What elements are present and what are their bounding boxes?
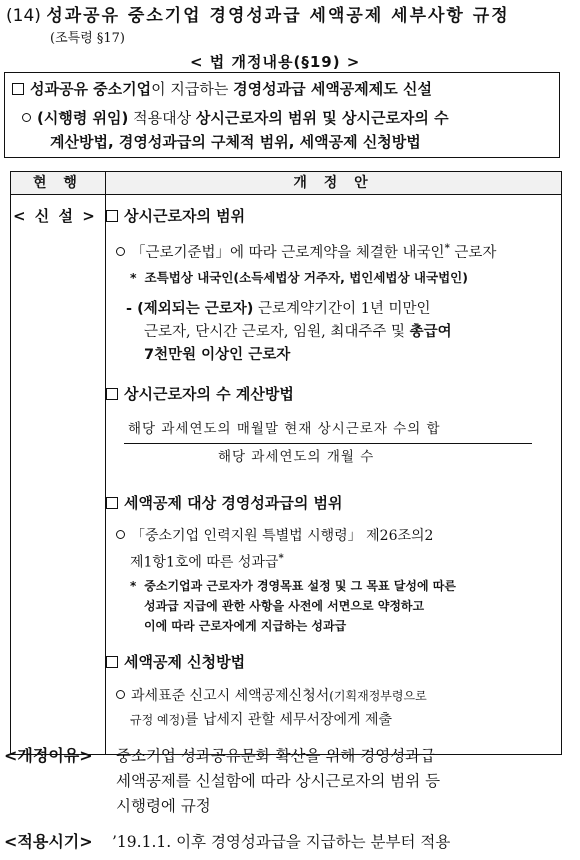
s1-exclusion-text: 근로계약기간이 1년 미만인 <box>253 301 431 317</box>
column-header-revised: 개 정 안 <box>106 172 562 195</box>
s4-item-note: (기획재정부령으로 <box>329 689 427 703</box>
s1-item-text: 「근로기준법」에 따라 근로계약을 체결한 내국인 <box>131 244 445 261</box>
s2-denominator: 해당 과세연도의 개월 수 <box>218 449 375 465</box>
asterisk-mark: * <box>278 553 284 564</box>
revision-object: 경영성과급 세액공제제도 신설 <box>233 80 432 98</box>
current-cell <box>11 195 106 755</box>
section-title: 성과공유 중소기업 경영성과급 세액공제 세부사항 규정 <box>46 6 510 26</box>
delegation-connector: 적용대상 <box>128 109 196 127</box>
checkbox-icon <box>12 83 24 95</box>
s3-item-text: 「중소기업 인력지원 특별법 시행령」 제26조의2 <box>131 528 434 544</box>
s4-item-line-2 <box>130 709 392 731</box>
circle-bullet-icon <box>22 113 31 122</box>
delegation-line-2: 계산방법, 경영성과급의 구체적 범위, 세액공제 신청방법 <box>50 133 421 151</box>
reason-line-2: 세액공제를 신설함에 따라 상시근로자의 범위 등 <box>116 772 441 790</box>
s1-note <box>130 268 468 288</box>
circle-bullet-icon <box>116 247 125 256</box>
reason-line-1: 중소기업 성과공유문화 확산을 위해 경영성과급 <box>116 747 436 765</box>
comparison-table <box>10 171 562 755</box>
s1-exclusion-line-1 <box>126 298 431 320</box>
s2-title <box>106 383 294 405</box>
s1-exclusion-list: 근로자, 단시간 근로자, 임원, 최대주주 및 <box>144 324 410 340</box>
s4-item-text-2: 를 납세지 관할 세무서장에게 제출 <box>184 712 393 728</box>
s1-title-text: 상시근로자의 범위 <box>124 207 246 225</box>
section-reference: (조특령 §17) <box>50 31 125 46</box>
s1-title <box>106 205 245 227</box>
section-number: (14) <box>6 6 41 26</box>
s1-exclusion-emphasis: 총급여 <box>409 324 452 340</box>
circle-bullet-icon <box>116 690 125 699</box>
s1-exclusion-label: - (제외되는 근로자) <box>126 301 254 317</box>
revision-header: < 법 개정내용(§19) > <box>190 53 361 71</box>
asterisk-mark: * <box>444 243 450 254</box>
revision-connector: 이 지급하는 <box>151 80 234 98</box>
s1-exclusion-line-3: 7천만원 이상인 근로자 <box>144 347 291 363</box>
column-header-current: 현 행 <box>11 172 106 195</box>
s3-item-line-2 <box>130 548 284 574</box>
s1-exclusion-line-2 <box>144 321 452 343</box>
checkbox-icon <box>106 388 118 400</box>
s3-note-text: 중소기업과 근로자가 경영목표 설정 및 그 목표 달성에 따른 <box>144 579 456 593</box>
reason-line-3: 시행령에 규정 <box>116 797 211 815</box>
checkbox-icon <box>106 497 118 509</box>
effective-label: <적용시기> <box>4 832 93 851</box>
s3-title-text: 세액공제 대상 경영성과급의 범위 <box>124 494 343 512</box>
s4-item-text: 과세표준 신고시 세액공제신청서 <box>131 688 330 704</box>
checkbox-icon <box>106 656 118 668</box>
s3-note-line-3: 이에 따라 근로자에게 지급하는 성과급 <box>144 619 347 633</box>
revised-cell <box>106 195 562 755</box>
circle-bullet-icon <box>116 530 125 539</box>
asterisk-note-icon: * <box>130 579 137 593</box>
checkbox-icon <box>106 210 118 222</box>
revision-subject: 성과공유 중소기업 <box>30 80 152 98</box>
delegation-line-1 <box>22 107 449 129</box>
s3-note-line-2: 성과급 지급에 관한 사항을 사전에 서면으로 약정하고 <box>144 599 425 613</box>
s1-item <box>116 238 496 264</box>
delegation-scope: 상시근로자의 범위 및 상시근로자의 수 <box>195 109 449 127</box>
s1-item-tail: 근로자 <box>449 244 497 261</box>
asterisk-note-icon: * <box>130 270 137 285</box>
s4-item-line-1 <box>116 685 427 707</box>
section-heading <box>6 4 510 28</box>
revision-line-1 <box>12 78 432 100</box>
delegation-label: (시행령 위임) <box>37 109 129 127</box>
s4-title <box>106 651 245 673</box>
fraction-line <box>124 443 532 444</box>
effective-text: ’19.1.1. 이후 경영성과급을 지급하는 분부터 적용 <box>112 833 451 851</box>
s3-item-text-2: 제1항1호에 따른 성과급 <box>130 554 279 571</box>
s3-title <box>106 492 343 514</box>
s3-item-line-1 <box>116 525 433 547</box>
s4-title-text: 세액공제 신청방법 <box>124 653 246 671</box>
reason-label: <개정이유> <box>4 746 93 765</box>
current-new-label: < 신 설 > <box>13 207 97 225</box>
s1-note-text: 조특법상 내국인(소득세법상 거주자, 법인세법상 내국법인) <box>144 270 468 285</box>
s4-item-note-2: 규정 예정) <box>130 713 185 727</box>
s2-title-text: 상시근로자의 수 계산방법 <box>124 385 294 403</box>
s2-numerator: 해당 과세연도의 매월말 현재 상시근로자 수의 합 <box>128 421 441 437</box>
s3-note-line-1 <box>130 576 456 596</box>
